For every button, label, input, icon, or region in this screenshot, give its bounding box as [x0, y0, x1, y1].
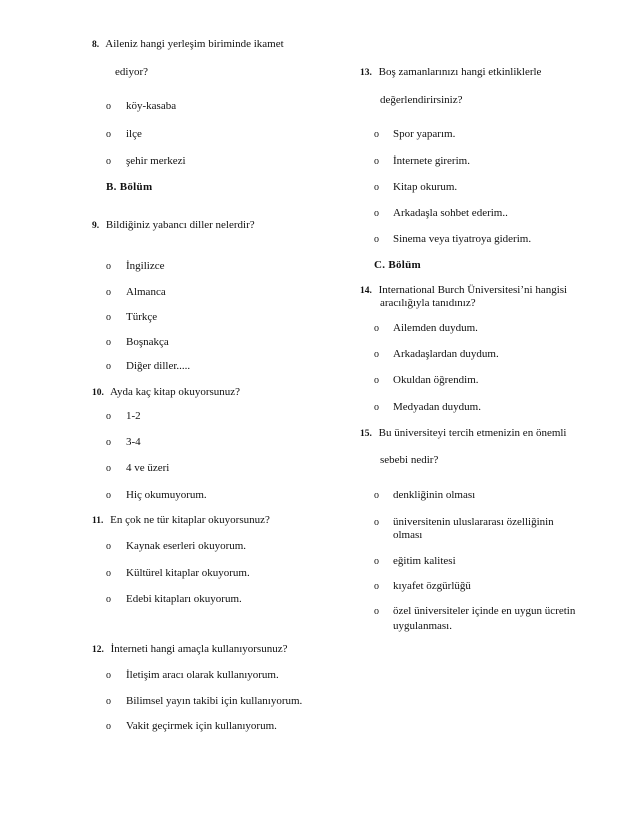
question-13-cont: değerlendirirsiniz?	[380, 94, 463, 106]
radio-bullet-icon[interactable]: o	[374, 234, 379, 245]
radio-bullet-icon[interactable]: o	[374, 556, 379, 567]
radio-bullet-icon[interactable]: o	[374, 375, 379, 386]
radio-bullet-icon[interactable]: o	[106, 463, 111, 474]
radio-bullet-icon[interactable]: o	[106, 541, 111, 552]
question-13: 13. Boş zamanlarınızı hangi etkinliklerle	[360, 66, 542, 78]
radio-bullet-icon[interactable]: o	[106, 261, 111, 272]
question-11: 11. En çok ne tür kitaplar okuyorsunuz?	[92, 514, 270, 526]
radio-bullet-icon[interactable]: o	[106, 696, 111, 707]
question-8	[92, 38, 284, 52]
radio-bullet-icon[interactable]: o	[374, 182, 379, 193]
question-15: 15. Bu üniversiteyi tercih etmenizin en önemli	[360, 427, 567, 439]
radio-bullet-icon[interactable]: o	[374, 606, 379, 617]
radio-bullet-icon[interactable]: o	[374, 323, 379, 334]
radio-bullet-icon[interactable]: o	[106, 721, 111, 732]
question-number: 8.	[92, 40, 100, 50]
radio-bullet-icon[interactable]: o	[106, 437, 111, 448]
radio-bullet-icon[interactable]: o	[106, 568, 111, 579]
question-14-cont: aracılığıyla tanıdınız?	[380, 297, 476, 309]
radio-bullet-icon[interactable]: o	[106, 490, 111, 501]
radio-bullet-icon[interactable]: o	[374, 156, 379, 167]
radio-bullet-icon[interactable]: o	[106, 361, 111, 372]
radio-bullet-icon[interactable]: o	[106, 156, 111, 167]
section-c-heading: C. Bölüm	[374, 259, 422, 271]
radio-bullet-icon[interactable]: o	[106, 594, 111, 605]
question-text: Aileniz hangi yerleşim biriminde ikamet	[105, 38, 284, 50]
question-10: 10. Ayda kaç kitap okuyorsunuz?	[92, 386, 241, 398]
radio-bullet-icon[interactable]: o	[374, 208, 379, 219]
section-b-heading: B. Bölüm	[106, 181, 153, 193]
radio-bullet-icon[interactable]: o	[374, 129, 379, 140]
question-14: 14. International Burch Üniversitesi’ni hangisi	[360, 284, 568, 296]
radio-bullet-icon[interactable]: o	[106, 337, 111, 348]
question-8-cont: ediyor?	[115, 66, 148, 78]
radio-bullet-icon[interactable]: o	[374, 349, 379, 360]
radio-bullet-icon[interactable]: o	[374, 490, 379, 501]
question-15-cont: sebebi nedir?	[380, 454, 439, 466]
question-12: 12. İnterneti hangi amaçla kullanıyorsunuz?	[92, 643, 288, 655]
radio-bullet-icon[interactable]: o	[106, 411, 111, 422]
option-q15-2-cont: olması	[393, 529, 423, 541]
question-9: 9. Bildiğiniz yabancı diller nelerdir?	[92, 219, 255, 231]
radio-bullet-icon[interactable]: o	[106, 312, 111, 323]
radio-bullet-icon[interactable]: o	[106, 287, 111, 298]
radio-bullet-icon[interactable]: o	[374, 402, 379, 413]
option-q15-5-cont: uygulanması.	[393, 620, 452, 632]
radio-bullet-icon[interactable]: o	[106, 101, 111, 112]
radio-bullet-icon[interactable]: o	[374, 517, 379, 528]
radio-bullet-icon[interactable]: o	[374, 581, 379, 592]
radio-bullet-icon[interactable]: o	[106, 129, 111, 140]
radio-bullet-icon[interactable]: o	[106, 670, 111, 681]
